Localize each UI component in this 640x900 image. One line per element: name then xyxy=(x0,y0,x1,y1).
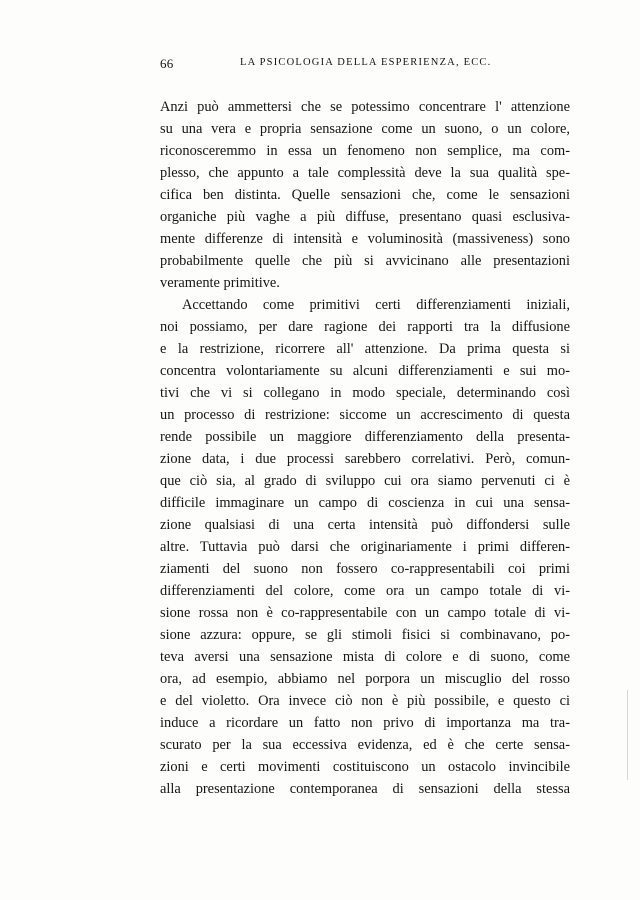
text-line: e del violetto. Ora invece ciò non è più possibile, e questo ci xyxy=(160,693,570,709)
text-line: induce a ricordare un fatto non privo di importanza ma tra- xyxy=(160,715,570,731)
body-text xyxy=(160,96,570,800)
text-line: veramente primitive. xyxy=(160,275,280,291)
text-line: difficile immaginare un campo di coscienza in cui una sensa- xyxy=(160,495,570,511)
page-header xyxy=(160,56,570,80)
text-line: e la restrizione, ricorrere all' attenzione. Da prima questa si xyxy=(160,341,570,357)
text-line: zione data, i due processi sarebbero correlativi. Però, comun- xyxy=(160,451,570,467)
text-line: ora, ad esempio, abbiamo nel porpora un miscuglio del rosso xyxy=(160,671,570,687)
text-line: differenziamenti del colore, come ora un campo totale di vi- xyxy=(160,583,570,599)
text-line: organiche più vaghe a più diffuse, presentano quasi esclusiva- xyxy=(160,209,570,225)
text-line: su una vera e propria sensazione come un suono, o un colore, xyxy=(160,121,570,137)
text-line: un processo di restrizione: siccome un accrescimento di questa xyxy=(160,407,570,423)
page-edge-shadow xyxy=(627,690,628,780)
text-line: altre. Tuttavia può darsi che originariamente i primi differen- xyxy=(160,539,570,555)
text-line: concentra volontariamente su alcuni differenziamenti e sui mo- xyxy=(160,363,570,379)
text-line: teva aversi una sensazione mista di colore e di suono, come xyxy=(160,649,570,665)
text-line: sione azzura: oppure, se gli stimoli fisici si combinavano, po- xyxy=(160,627,570,643)
text-line: ziamenti del suono non fossero co-rappresentabili coi primi xyxy=(160,561,570,577)
running-title: LA PSICOLOGIA DELLA ESPERIENZA, ECC. xyxy=(240,57,492,68)
text-line: que ciò sia, al grado di sviluppo cui ora siamo pervenuti ci è xyxy=(160,473,570,489)
text-line: scurato per la sua eccessiva evidenza, ed è che certe sensa- xyxy=(160,737,570,753)
text-line: zione qualsiasi di una certa intensità può diffondersi sulle xyxy=(160,517,570,533)
text-line: probabilmente quelle che più si avvicinano alle presentazioni xyxy=(160,253,570,269)
text-line: cifica ben distinta. Quelle sensazioni che, come le sensazioni xyxy=(160,187,570,203)
text-line: zioni e certi movimenti costituiscono un ostacolo invincibile xyxy=(160,759,570,775)
text-line: alla presentazione contemporanea di sensazioni della stessa xyxy=(160,781,570,797)
text-line: rende possibile un maggiore differenziamento della presenta- xyxy=(160,429,570,445)
page-number: 66 xyxy=(160,56,174,71)
text-line: riconosceremmo in essa un fenomeno non semplice, ma com- xyxy=(160,143,570,159)
text-line: tivi che vi si collegano in modo speciale, determinando così xyxy=(160,385,570,401)
text-line: noi possiamo, per dare ragione dei rapporti tra la diffusione xyxy=(160,319,570,335)
text-line: Anzi può ammettersi che se potessimo concentrare l' attenzione xyxy=(160,99,570,115)
text-line: Accettando come primitivi certi differenziamenti iniziali, xyxy=(182,297,570,313)
text-line: plesso, che appunto a tale complessità deve la sua qualità spe- xyxy=(160,165,570,181)
text-line: mente differenze di intensità e voluminosità (massiveness) sono xyxy=(160,231,570,247)
text-line: sione rossa non è co-rappresentabile con un campo totale di vi- xyxy=(160,605,570,621)
